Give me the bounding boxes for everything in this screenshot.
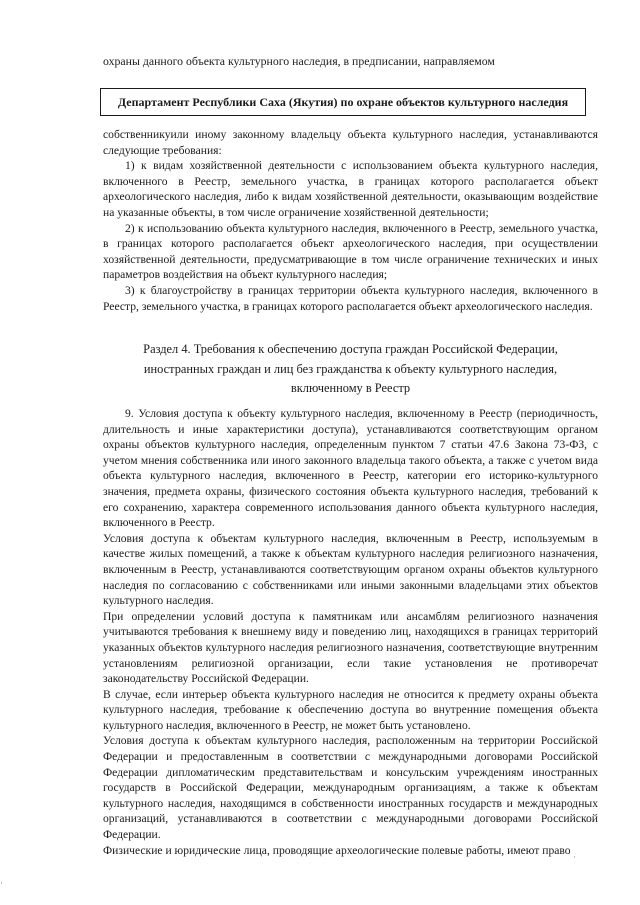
section-heading-line: Раздел 4. Требования к обеспечению доступа граждан Российской Федерации, (143, 342, 558, 356)
body-paragraph: Условия доступа к объектам культурного наследия, включенным в Реестр, используемым в качестве жилых помещений, а также к объектам культурного наследия религиозного назначения, включенным в Реестр, устанавливаются соответствующим органом охраны объектов культурного наследия по согласованию с собственниками или иными законными владельцами этих объектов культурного наследия. (103, 531, 598, 608)
requirement-item: 3) к благоустройству в границах территории объекта культурного наследия, включенного в Реестр, земельного участка, в границах которого располагается объект археологического наследия. (103, 283, 598, 313)
department-stamp-box (100, 88, 586, 116)
access-conditions-block (103, 406, 598, 858)
section-heading (103, 340, 598, 399)
requirement-item: 1) к видам хозяйственной деятельности с использованием объекта культурного наследия, включенного в Реестр, земельного участка, в границах которого располагается объект археологического наследия, либо к видам хозяйственной деятельности, оказывающим воздействие на указанные объекты, в том числе ограничение хозяйственной деятельности; (103, 159, 598, 219)
body-paragraph: Физические и юридические лица, проводящие археологические полевые работы, имеют право (103, 843, 571, 857)
requirement-item: 2) к использованию объекта культурного наследия, включенного в Реестр, земельного участка, в границах которого располагается объект археологического наследия, при осуществлении хозяйственной деятельности, предусматривающие в том числе ограничение технических и иных параметров воздействия на объект культурного наследия; (103, 221, 598, 282)
continuation-line: охраны данного объекта культурного наследия, в предписании, направляемом (103, 54, 495, 68)
department-name: Департамент Республики Саха (Якутия) по охране объектов культурного наследия (117, 94, 569, 109)
body-paragraph: В случае, если интерьер объекта культурного наследия не относится к предмету охраны объекта культурного наследия, требование к обеспечению доступа во внутренние помещения объекта культурного наследия, включенного в Реестр, не может быть установлено. (103, 687, 598, 732)
body-paragraph: Условия доступа к объектам культурного наследия, расположенным на территории Российской Федерации и предоставленным в соответствии с международными договорами Российской Федерации дипломатическим представительствам и консульским учреждениям иностранных государств в Российской Федерации, международным организациям, а также к объектам культурного наследия, находящимся в собственности иностранных государств и международных организаций, устанавливаются в соответствии с международными договорами Российской Федерации. (103, 734, 598, 842)
section-heading-line: включенному в Реестр (290, 381, 411, 395)
body-paragraph: 9. Условия доступа к объекту культурного наследия, включенному в Реестр (периодичность, длительность и иные характеристики доступа), устанавливаются соответствующим органом охраны объектов культурного наследия, определенным пунктом 7 статьи 47.6 Закона 73-ФЗ, с учетом мнения собственника или иного законного владельца такого объекта, а также с учетом вида объекта культурного наследия, включенного в Реестр, категории его историко-культурного значения, предмета охраны, физического состояния объекта культурного наследия, требований к его сохранению, характера современного использования данного объекта культурного наследия, включенного в Реестр. (103, 407, 598, 530)
section-heading-line: иностранных граждан и лиц без гражданства к объекту культурного наследия, (143, 361, 558, 376)
requirements-block (103, 127, 598, 314)
scan-edge-mark: · (0, 878, 3, 888)
intro-paragraph: собственникуили иному законному владельцу объекта культурного наследия, устанавливаются следующие требования: (103, 128, 598, 157)
body-paragraph: При определении условий доступа к памятникам или ансамблям религиозного назначения учитываются требования к внешнему виду и поведению лиц, находящихся в границах территорий указанных объектов культурного наследия религиозного назначения, соответствующие внутренним установлениям религиозной организации, если такие установления не противоречат законодательству Российской Федерации. (103, 609, 598, 686)
scan-mark: · (573, 852, 576, 862)
